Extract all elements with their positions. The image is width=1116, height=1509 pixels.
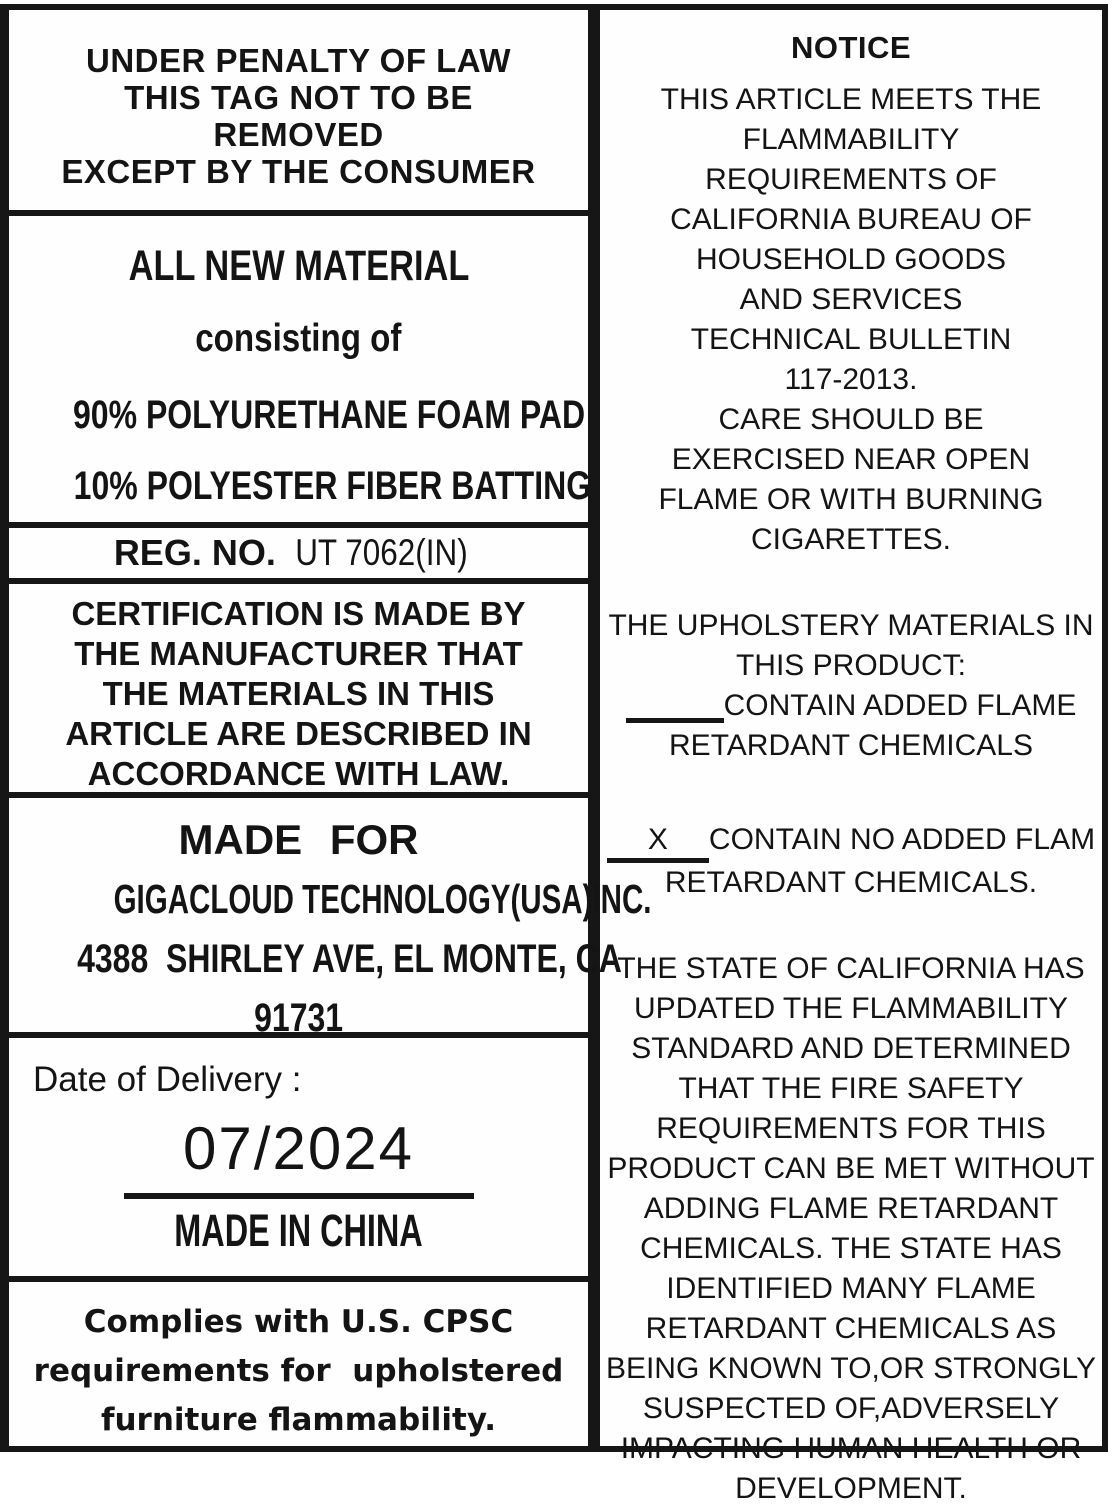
state-of-california-paragraph xyxy=(604,949,1098,1509)
material-component-text: 90% POLYURETHANE FOAM PAD xyxy=(73,393,586,437)
text-line: THE UPHOLSTERY MATERIALS IN xyxy=(608,609,1094,642)
reg-no-section xyxy=(0,522,594,584)
text-line: UPDATED THE FLAMMABILITY xyxy=(634,992,1068,1025)
text-line: FLAMMABILITY xyxy=(742,123,960,156)
right-column xyxy=(594,4,1116,1505)
text-line: REMOVED xyxy=(213,116,384,153)
materials-subtitle-text: consisting of xyxy=(195,317,402,360)
material-component-text: 10% POLYESTER FIBER BATTING xyxy=(73,464,592,508)
company-address-text: 4388 SHIRLEY AVE, EL MONTE, CA xyxy=(77,937,622,981)
company-name-text: GIGACLOUD TECHNOLOGY(USA)INC. xyxy=(113,876,652,922)
text-line: FLAME OR WITH BURNING xyxy=(658,483,1044,516)
made-for-section xyxy=(0,792,652,1040)
contain-added-text2: RETARDANT CHEMICALS xyxy=(669,729,1033,762)
text-line: REQUIREMENTS OF xyxy=(705,163,997,196)
text-line: PRODUCT CAN BE MET WITHOUT xyxy=(607,1152,1095,1185)
text-line: SUSPECTED OF,ADVERSELY xyxy=(642,1392,1060,1425)
text-line: THE STATE OF CALIFORNIA HAS xyxy=(617,952,1085,985)
contain-added-text: CONTAIN ADDED FLAME xyxy=(723,689,1077,722)
delivery-section xyxy=(0,1032,594,1282)
notice-flammability-paragraph xyxy=(604,80,1098,560)
x-mark: X xyxy=(647,823,668,856)
contain-none-text: CONTAIN NO ADDED FLAM xyxy=(708,823,1096,856)
materials-title xyxy=(9,242,588,291)
text-line: BEING KNOWN TO,OR STRONGLY xyxy=(605,1352,1097,1385)
text-line: Complies with U.S. CPSC xyxy=(83,1304,514,1340)
text-line: THAT THE FIRE SAFETY xyxy=(678,1072,1024,1105)
x-checkline xyxy=(607,822,709,863)
text-line: requirements for upholstered xyxy=(33,1353,564,1389)
text-line: CERTIFICATION IS MADE BY xyxy=(71,595,526,632)
materials-section xyxy=(0,210,594,528)
left-column xyxy=(0,4,652,1462)
contain-none-line xyxy=(604,820,1098,863)
blank-checkline xyxy=(626,697,724,723)
compliance-section xyxy=(0,1276,594,1452)
text-line: HOUSEHOLD GOODS xyxy=(695,243,1007,276)
country-of-origin xyxy=(9,1205,588,1257)
text-line: THE MANUFACTURER THAT xyxy=(74,635,523,672)
text-line: ADDING FLAME RETARDANT xyxy=(643,1192,1059,1225)
text-line: THIS ARTICLE MEETS THE xyxy=(660,83,1042,116)
text-line: ACCORDANCE WITH LAW. xyxy=(87,755,510,792)
notice-section xyxy=(594,4,1108,1505)
text-line: REQUIREMENTS FOR THIS xyxy=(656,1112,1046,1145)
text-line: DEVELOPMENT. xyxy=(735,1472,967,1505)
date-underline xyxy=(124,1193,474,1199)
text-line: THE MATERIALS IN THIS xyxy=(102,675,495,712)
delivery-date-value: 07/2024 xyxy=(183,1115,414,1182)
text-line: CHEMICALS. THE STATE HAS xyxy=(640,1232,1062,1265)
contain-none-text2: RETARDANT CHEMICALS. xyxy=(664,866,1038,899)
penalty-section xyxy=(0,4,594,216)
text-line: RETARDANT CHEMICALS AS xyxy=(645,1312,1057,1345)
text-line: 117-2013. xyxy=(784,363,918,396)
country-of-origin-text: MADE IN CHINA xyxy=(174,1205,423,1256)
text-line: CARE SHOULD BE xyxy=(718,403,984,436)
text-line: TECHNICAL BULLETIN xyxy=(690,323,1012,356)
text-line: IMPACTING HUMAN HEALTH OR xyxy=(620,1432,1082,1465)
text-line: IDENTIFIED MANY FLAME xyxy=(666,1272,1036,1305)
upholstery-materials-paragraph xyxy=(604,606,1098,686)
material-component xyxy=(9,464,592,509)
text-line: AND SERVICES xyxy=(739,283,963,316)
company-zip-text: 91731 xyxy=(253,996,343,1040)
text-line: CALIFORNIA BUREAU OF xyxy=(670,203,1032,236)
text-line: UNDER PENALTY OF LAW xyxy=(86,42,511,79)
text-line: STANDARD AND DETERMINED xyxy=(631,1032,1071,1065)
reg-no-label: REG. NO. xyxy=(113,532,276,573)
text-line: furniture flammability. xyxy=(101,1402,496,1438)
text-line: THIS PRODUCT: xyxy=(735,649,966,682)
certification-section xyxy=(0,578,594,798)
company-address xyxy=(9,937,622,982)
materials-title-text: ALL NEW MATERIAL xyxy=(128,242,469,290)
company-name xyxy=(9,876,652,923)
material-component xyxy=(9,393,588,438)
text-line: EXERCISED NEAR OPEN xyxy=(671,443,1031,476)
text-line: CIGARETTES. xyxy=(750,523,952,556)
notice-title: NOTICE xyxy=(790,30,912,65)
delivery-date-label: Date of Delivery : xyxy=(33,1060,302,1099)
made-for-title: MADE FOR xyxy=(178,816,419,863)
text-line: THIS TAG NOT TO BE xyxy=(124,79,473,116)
text-line: EXCEPT BY THE CONSUMER xyxy=(61,153,536,190)
contain-added-line xyxy=(604,686,1098,726)
materials-subtitle xyxy=(9,317,588,361)
text-line: ARTICLE ARE DESCRIBED IN xyxy=(65,715,532,752)
reg-no-value: UT 7062(IN) xyxy=(295,532,468,573)
